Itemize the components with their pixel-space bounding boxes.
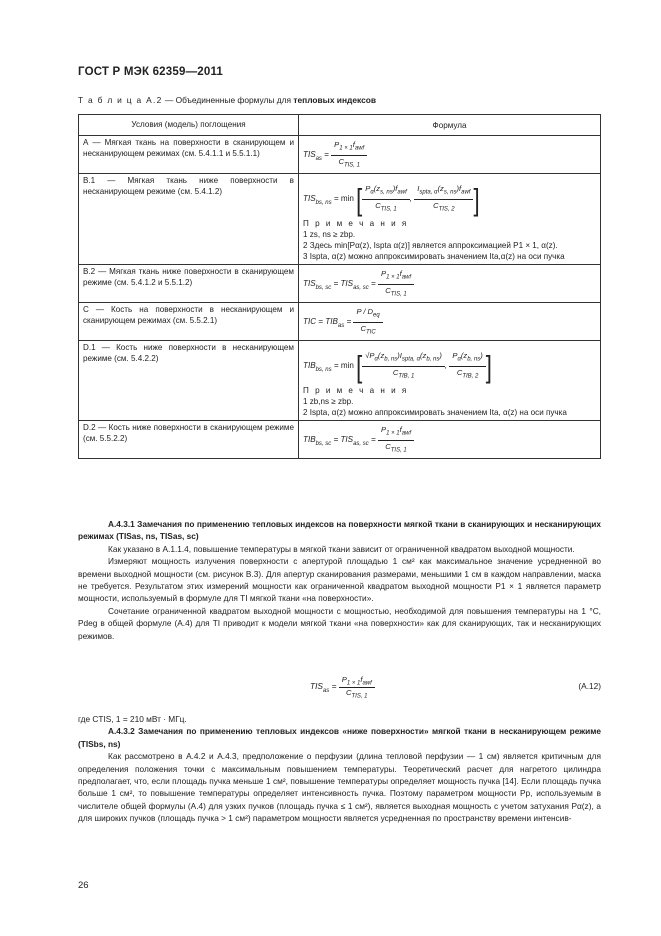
note-item: 2 Ispta, α(z) можно аппроксимировать значением Ita, α(z) на оси пучка [303,408,567,418]
note-item: 2 Здесь min[Pα(z), Ispta α(z)] является аппроксимацией P1 × 1, α(z). [303,241,558,251]
page-number: 26 [78,880,89,891]
section-heading: А.4.3.2 Замечания по применению тепловых индексов «ниже поверхности» мягкой ткани в несканирующем режиме (TISbs, ns) [78,726,601,749]
table-caption [78,95,376,105]
formula-cell [299,421,601,459]
paragraph: Как рассмотрено в А.4.2 и А.4.3, предположение о перфузии (длина тепловой перфузии — 1 см) является критичным для определения положения точки с максимальным повышением температуры. Теоретический расчет для нагретого цилиндра предполагает, что, если площадь пучка меньше 1 см², повышение температуры определяет мощность пучка [14]. Если площадь пучка больше 1 см², то повышение температуры определяет интенсивность пучка. Поэтому параметром мощности Pp, используемым в числителе общей формулы (А.4) для узких пучков (площадь пучка ≤ 1 см²), является выходная мощность с учетом затухания Pα(z), а для широких пучков (площадь пучка > 1 см²) параметром мощности является усредненная по пространству времени интенсив- [78,751,601,824]
condition-cell: С — Кость на поверхности в несканирующем и сканирующем режимах (см. 5.5.2.1) [79,303,299,341]
notes-title: П р и м е ч а н и я [303,219,409,229]
paragraph: Измеряют мощность излучения поверхности с апертурой площадью 1 см² как максимальное значение усредненной во времени выходной мощности (см. рисунок В.3). Для апертур сканирования размерами, меньшими 1 см в каждом направлении, маска не требуется. Результатом этих измерений мощности как ограниченной квадратом выходной мощности P1 × 1 является параметр мощности, используемый в формуле для TI мягкой ткани «на поверхности». [78,556,601,604]
paragraph: Как указано в А.1.1.4, повышение температуры в мягкой ткани зависит от ограниченной квадратом выходной мощности. [108,543,575,554]
formula: $TIB_{bs, sc} = TIS_{as, sc}$ = $\frac{P_{1 \times 1}f_{awf}}{C_{TIS, 1}}$ [303,423,596,456]
formula-cell [299,174,601,265]
formula-cell [299,265,601,303]
note-item: 3 Ispta, α(z) можно аппроксимировать значением Ita,α(z) на оси пучка [303,252,565,262]
notes [303,218,596,262]
condition-cell: D.1 — Кость ниже поверхности в несканирующем режиме (см. 5.4.2.2) [79,341,299,421]
condition-cell: В.1 — Мягкая ткань ниже поверхности в несканирующем режиме (см. 5.4.1.2) [79,174,299,265]
paragraph: Сочетание ограниченной квадратом выходной мощности с мощностью, необходимой для повышения температуры на 1 °С, Pdeg в общей формуле (А.4) для TI приводит к модели мягкой ткани «на поверхности» как для сканирующих, так и несканирующих режимов. [78,605,601,641]
formula: $TIS_{as}$ = $\frac{P_{1 \times 1}f_{awf}}{C_{TIS, 1}}$ [303,138,596,171]
table-row [79,174,601,265]
formula-cell [299,136,601,174]
condition-cell: D.2 — Кость ниже поверхности в сканирующем режиме (см. 5.5.2.2) [79,421,299,459]
formula: TIC = $TIB_{as}$ = $\frac{P / D_{eq}}{C_{TIC}}$ [303,305,596,338]
caption-text: — Объединенные формулы для [164,95,292,105]
table-row [79,341,601,421]
formula-cell [299,303,601,341]
formulas-table [78,114,601,459]
equation-number: (А.12) [578,681,601,691]
formula: $TIS_{as}$ = $\frac{P_{1 \times 1}f_{awf}}{C_{TIS, 1}}$ [310,675,375,699]
table-row [79,303,601,341]
caption-bold: тепловых индексов [293,95,376,105]
condition-cell: А — Мягкая ткань на поверхности в сканирующем и несканирующем режимах (см. 5.4.1.1 и 5.5.1.1) [79,136,299,174]
table-row [79,136,601,174]
formula: $TIS_{bs, ns} = \min$ [ $\frac{P_\alpha(z_{s, ns})f_{awf}}{C_{TIS, 1}}$ , $\frac{I_{spta, \alpha}(z_{s, ns})f_{awf}}{C_{TIS, 2}}$ ] [303,181,480,217]
col1-header: Условия (модель) поглощения [79,115,299,136]
table-row [79,265,601,303]
section-heading: А.4.3.1 Замечания по применению тепловых индексов на поверхности мягкой ткани в сканирующих и несканирующих режимах (TISas, ns, TISas, sc) [78,519,601,542]
section-4-3-2 [78,713,601,825]
note-item: 1 zb,ns ≥ zbp. [303,397,354,407]
caption-label: Т а б л и ц а А.2 [78,95,163,105]
condition-cell: В.2 — Мягкая ткань ниже поверхности в сканирующем режиме (см. 5.4.1.2 и 5.5.1.2) [79,265,299,303]
table-row [79,421,601,459]
col2-header: Формула [299,115,601,136]
formula-cell [299,341,601,421]
page-header: ГОСТ Р МЭК 62359—2011 [78,66,224,78]
section-4-3-1 [78,518,601,642]
formula: $TIB_{bs, ns} = \min$ [ $\frac{√P_\alpha(z_{b, ns})I_{spta, \alpha}(z_{b, ns})}{C_{TIB, 1}}$ , $\frac{P_\alpha(z_{b, ns})}{C_{TIB, 2}}$ ] [303,348,492,384]
note-item: 1 zs, ns ≥ zbp. [303,230,356,240]
paragraph: где CTIS, 1 = 210 мВт · МГц. [78,714,187,724]
notes-title: П р и м е ч а н и я [303,386,409,396]
notes [303,385,596,418]
table-header-row [79,115,601,136]
formula: $TIS_{bs, sc} = TIS_{as, sc}$ = $\frac{P_{1 \times 1}f_{awf}}{C_{TIS, 1}}$ [303,267,596,300]
